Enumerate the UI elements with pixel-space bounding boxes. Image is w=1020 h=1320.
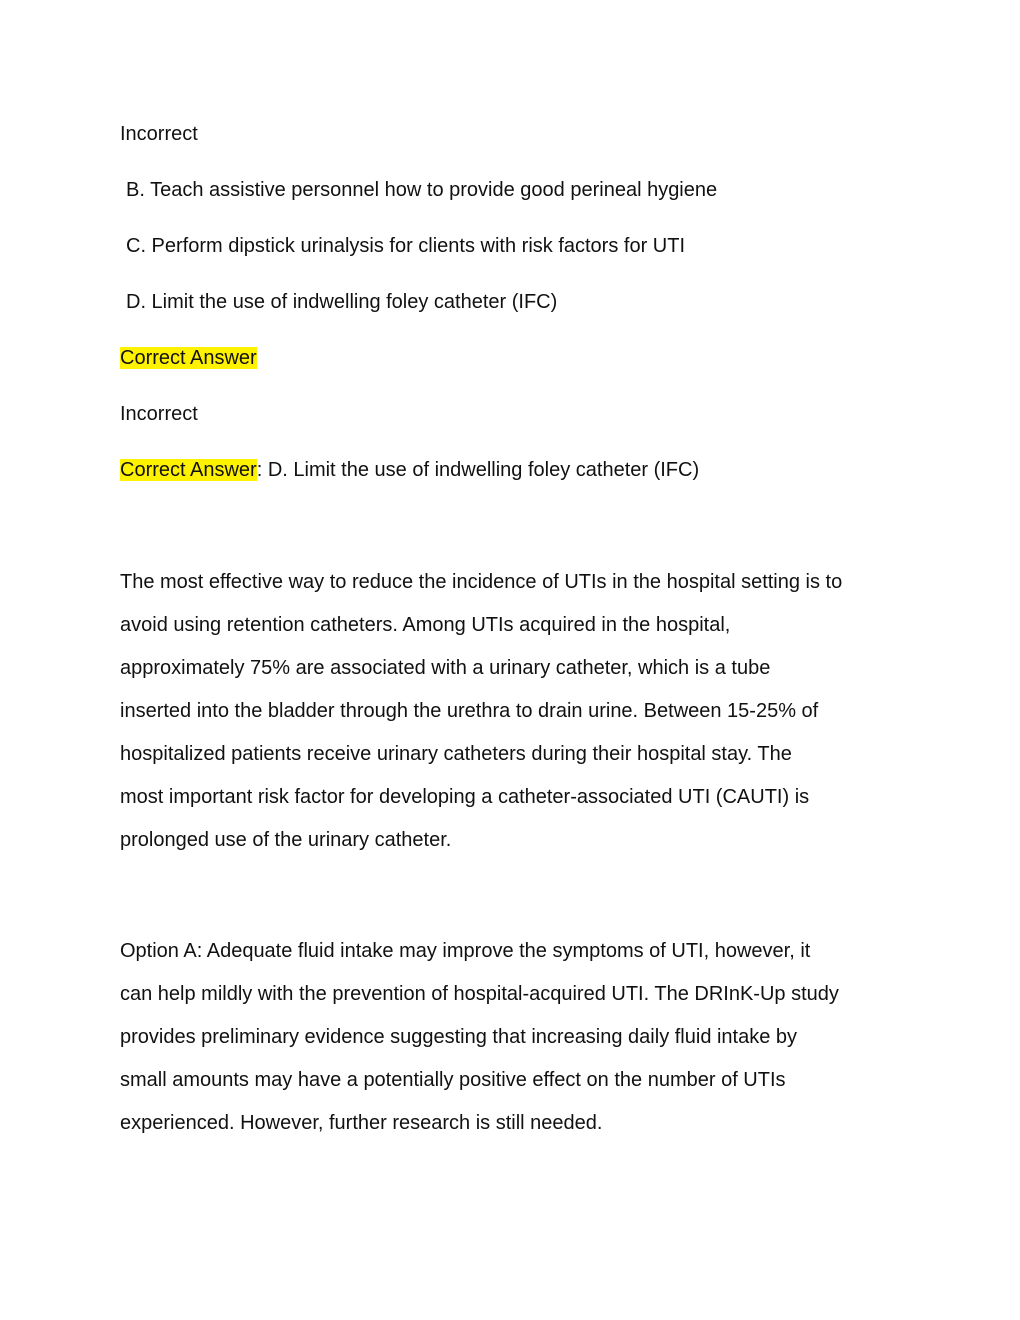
option-a-line: Option A: Adequate fluid intake may improve the symptoms of UTI, however, it xyxy=(120,940,811,962)
explanation-line: approximately 75% are associated with a urinary catheter, which is a tube xyxy=(120,657,771,679)
explanation-line: prolonged use of the urinary catheter. xyxy=(120,829,452,851)
explanation-line: avoid using retention catheters. Among UTIs acquired in the hospital, xyxy=(120,614,731,636)
incorrect-label-2: Incorrect xyxy=(120,403,198,425)
incorrect-label: Incorrect xyxy=(120,123,198,145)
explanation-paragraph xyxy=(120,561,910,862)
option-a-line: experienced. However, further research is still needed. xyxy=(120,1112,603,1134)
correct-answer-label: Correct Answer xyxy=(120,459,257,481)
option-d: D. Limit the use of indwelling foley catheter (IFC) xyxy=(126,291,558,313)
correct-answer-heading xyxy=(120,344,257,372)
explanation-line: hospitalized patients receive urinary catheters during their hospital stay. The xyxy=(120,743,792,765)
explanation-line: The most effective way to reduce the incidence of UTIs in the hospital setting is to xyxy=(120,571,843,593)
explanation-line: most important risk factor for developing a catheter-associated UTI (CAUTI) is xyxy=(120,786,810,808)
option-a-paragraph xyxy=(120,930,910,1145)
option-b: B. Teach assistive personnel how to provide good perineal hygiene xyxy=(126,179,718,201)
correct-answer-line xyxy=(120,456,699,484)
option-a-line: provides preliminary evidence suggesting that increasing daily fluid intake by xyxy=(120,1026,798,1048)
correct-answer-text: : D. Limit the use of indwelling foley catheter (IFC) xyxy=(256,459,700,481)
option-a-line: small amounts may have a potentially positive effect on the number of UTIs xyxy=(120,1069,786,1091)
explanation-line: inserted into the bladder through the urethra to drain urine. Between 15-25% of xyxy=(120,700,819,722)
option-c: C. Perform dipstick urinalysis for clients with risk factors for UTI xyxy=(126,235,686,257)
correct-answer-highlight: Correct Answer xyxy=(120,347,257,369)
option-a-line: can help mildly with the prevention of hospital-acquired UTI. The DRInK-Up study xyxy=(120,983,839,1005)
